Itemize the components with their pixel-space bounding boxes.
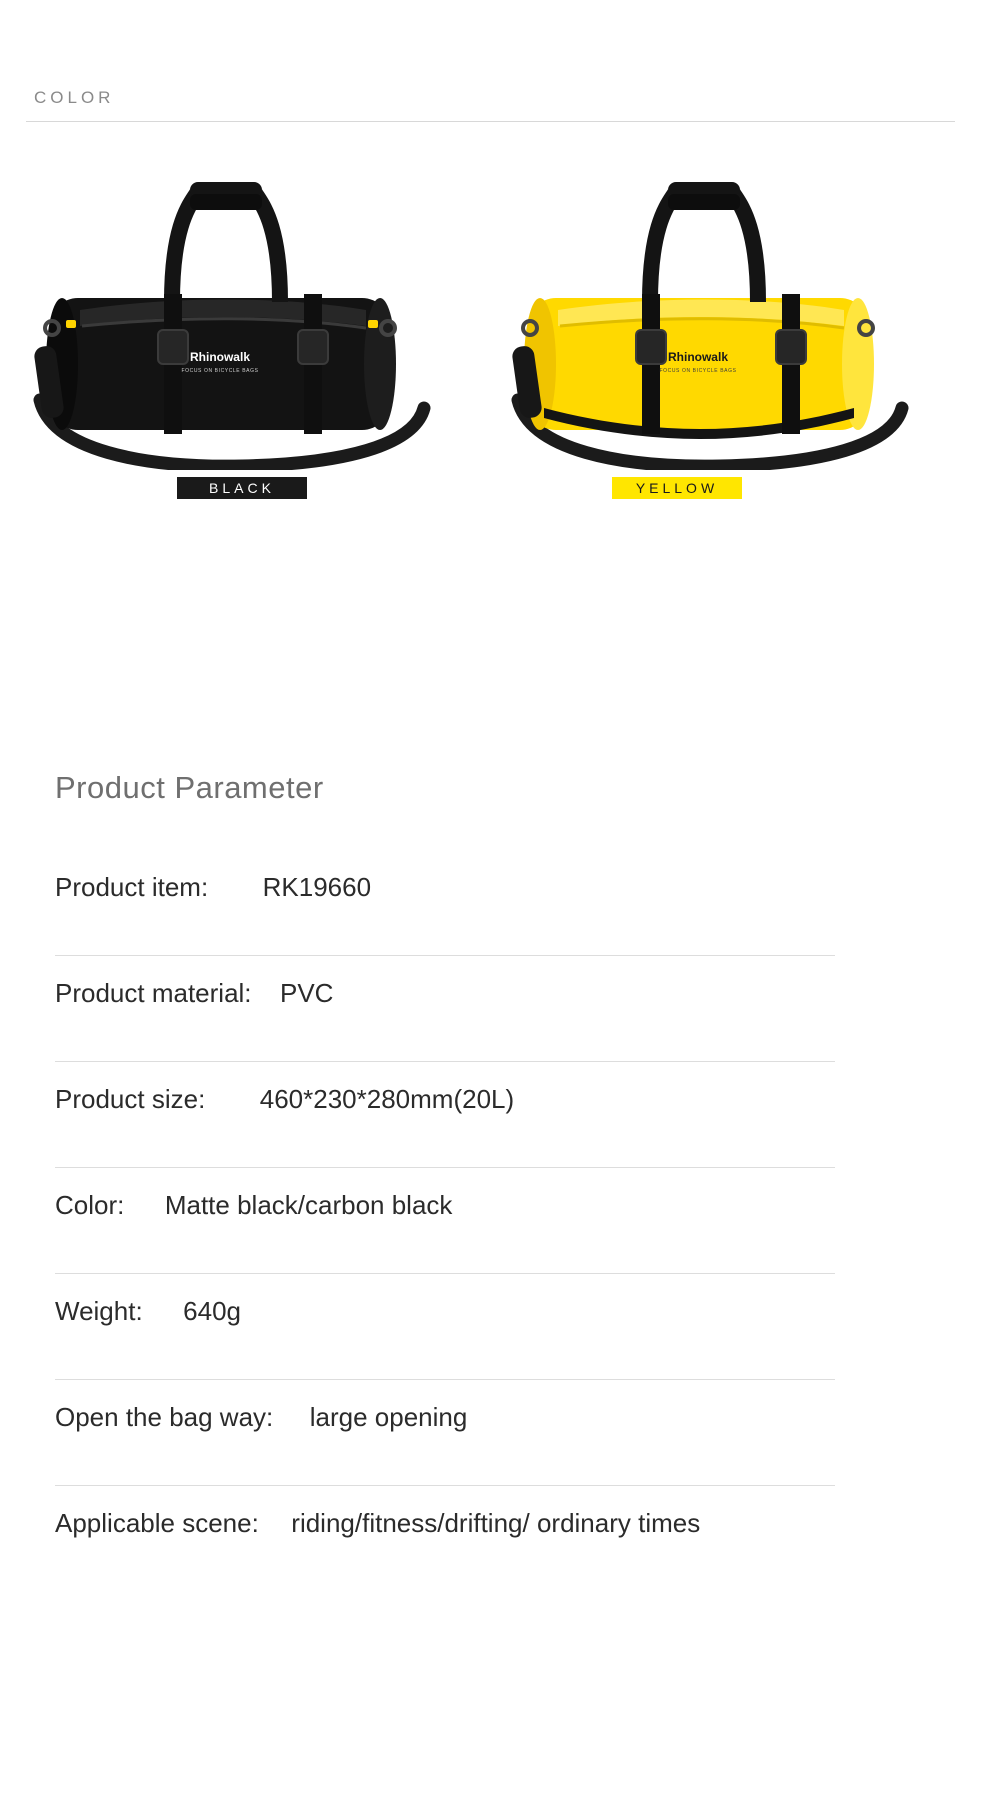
param-value: 460*230*280mm(20L) [259, 1084, 515, 1114]
param-label: Color: [55, 1190, 125, 1220]
color-label-black: BLACK [177, 477, 307, 499]
svg-text:Rhinowalk: Rhinowalk [189, 350, 251, 364]
duffel-bag-black-image [22, 150, 462, 470]
table-row [55, 1168, 895, 1274]
table-row [55, 1486, 895, 1592]
param-value: large opening [309, 1402, 468, 1432]
param-label: Weight: [55, 1296, 143, 1326]
param-value: PVC [280, 978, 334, 1008]
svg-text:Rhinowalk: Rhinowalk [667, 350, 729, 364]
param-value: RK19660 [262, 872, 372, 902]
table-row [55, 1062, 895, 1168]
param-label: Product material: [55, 978, 252, 1008]
param-value: 640g [183, 1296, 241, 1326]
param-label: Open the bag way: [55, 1402, 274, 1432]
color-option-yellow[interactable] [500, 150, 940, 530]
table-row [55, 1274, 895, 1380]
duffel-bag-yellow-image [500, 150, 940, 470]
svg-text:FOCUS ON BICYCLE BAGS: FOCUS ON BICYCLE BAGS [659, 368, 737, 374]
param-label: Product size: [55, 1084, 206, 1114]
svg-text:FOCUS ON BICYCLE BAGS: FOCUS ON BICYCLE BAGS [181, 368, 259, 374]
color-swatch-row [0, 150, 981, 530]
table-row [55, 1380, 895, 1486]
color-label-yellow: YELLOW [612, 477, 742, 499]
product-parameter-title: Product Parameter [55, 770, 324, 805]
product-parameter-table [55, 850, 895, 1592]
color-section-heading: COLOR [34, 88, 115, 107]
param-label: Applicable scene: [55, 1508, 259, 1538]
brand-logo-yellow [659, 350, 736, 374]
color-section-divider [26, 121, 955, 122]
brand-logo-black [181, 350, 258, 374]
param-value: Matte black/carbon black [164, 1190, 453, 1220]
table-row [55, 850, 895, 956]
color-option-black[interactable] [22, 150, 462, 530]
param-label: Product item: [55, 872, 209, 902]
table-row [55, 956, 895, 1062]
param-value: riding/fitness/drifting/ ordinary times [291, 1508, 701, 1538]
